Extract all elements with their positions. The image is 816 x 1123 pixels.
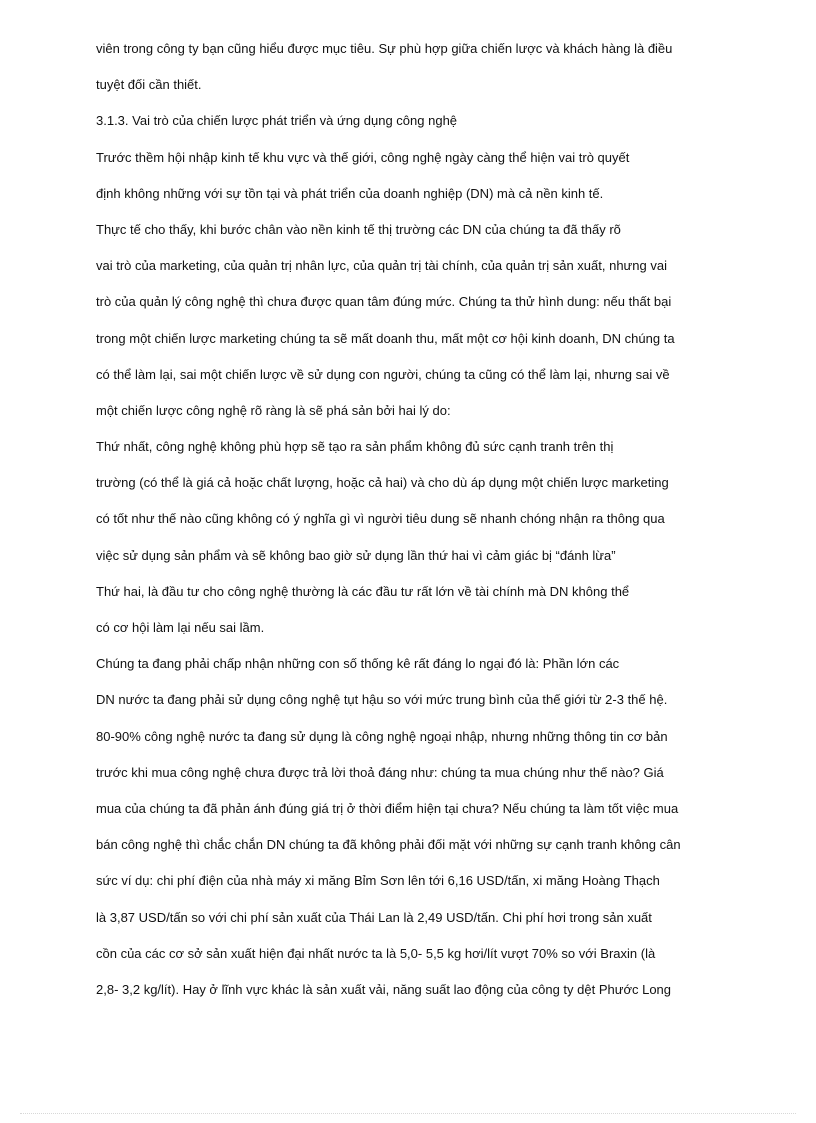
text-line: 2,8- 3,2 kg/lít). Hay ở lĩnh vực khác là sản xuất vải, năng suất lao động của công ty dệt Phước Long xyxy=(96,981,672,997)
text-line: Thứ nhất, công nghệ không phù hợp sẽ tạo ra sản phẩm không đủ sức cạnh tranh trên thị xyxy=(96,439,614,455)
text-line: tuyệt đối cần thiết. xyxy=(96,77,202,93)
page-bottom-divider xyxy=(20,1113,796,1114)
text-line: một chiến lược công nghệ rõ ràng là sẽ phá sản bởi hai lý do: xyxy=(96,402,451,418)
text-line: trong một chiến lược marketing chúng ta sẽ mất doanh thu, mất một cơ hội kinh doanh, DN chúng ta xyxy=(96,330,675,346)
section-heading: 3.1.3. Vai trò của chiến lược phát triển và ứng dụng công nghệ xyxy=(96,113,458,129)
text-line: cồn của các cơ sở sản xuất hiện đại nhất nước ta là 5,0- 5,5 kg hơi/lít vượt 70% so với Braxin (là xyxy=(96,945,656,961)
text-line: Chúng ta đang phải chấp nhận những con số thống kê rất đáng lo ngại đó là: Phần lớn các xyxy=(96,656,620,672)
text-line: trò của quản lý công nghệ thì chưa được quan tâm đúng mức. Chúng ta thử hình dung: nếu thất bại xyxy=(96,294,672,310)
text-line: Thực tế cho thấy, khi bước chân vào nền kinh tế thị trường các DN của chúng ta đã thấy rõ xyxy=(96,221,621,237)
text-line: việc sử dụng sản phẩm và sẽ không bao giờ sử dụng lần thứ hai vì cảm giác bị “đánh lừa” xyxy=(96,547,616,563)
document-body xyxy=(96,36,726,1013)
text-line: 80-90% công nghệ nước ta đang sử dụng là công nghệ ngoại nhập, nhưng những thông tin cơ bản xyxy=(96,728,668,744)
text-line: DN nước ta đang phải sử dụng công nghệ tụt hậu so với mức trung bình của thế giới từ 2-3 thế hệ. xyxy=(96,692,668,708)
text-line: viên trong công ty bạn cũng hiểu được mục tiêu. Sự phù hợp giữa chiến lược và khách hàng là điều xyxy=(96,41,673,56)
text-line: bán công nghệ thì chắc chắn DN chúng ta đã không phải đối mặt với những sự cạnh tranh không cân xyxy=(96,837,681,853)
text-line: Thứ hai, là đầu tư cho công nghệ thường là các đầu tư rất lớn về tài chính mà DN không thể xyxy=(96,583,630,599)
text-line: mua của chúng ta đã phản ánh đúng giá trị ở thời điểm hiện tại chưa? Nếu chúng ta làm tốt việc mua xyxy=(96,800,679,816)
text-line: có cơ hội làm lại nếu sai lầm. xyxy=(96,620,265,635)
text-line: trường (có thể là giá cả hoặc chất lượng, hoặc cả hai) và cho dù áp dụng một chiến lược marketing xyxy=(96,475,669,491)
text-line: có tốt như thế nào cũng không có ý nghĩa gì vì người tiêu dung sẽ nhanh chóng nhận ra thông qua xyxy=(96,511,665,527)
text-line: Trước thềm hội nhập kinh tế khu vực và thế giới, công nghệ ngày càng thể hiện vai trò quyết xyxy=(96,149,630,165)
text-line: sức ví dụ: chi phí điện của nhà máy xi măng Bỉm Sơn lên tới 6,16 USD/tấn, xi măng Hoàng Thạch xyxy=(96,873,660,889)
text-line: có thể làm lại, sai một chiến lược về sử dụng con người, chúng ta cũng có thể làm lại, nhưng sai về xyxy=(96,366,670,382)
text-line: định không những với sự tồn tại và phát triển của doanh nghiệp (DN) mà cả nền kinh tế. xyxy=(96,185,604,201)
text-line: trước khi mua công nghệ chưa được trả lời thoả đáng như: chúng ta mua chúng như thế nào? Giá xyxy=(96,764,664,780)
text-line: vai trò của marketing, của quản trị nhân lực, của quản trị tài chính, của quản trị sản xuất, nhưng vai xyxy=(96,258,667,274)
text-line: là 3,87 USD/tấn so với chi phí sản xuất của Thái Lan là 2,49 USD/tấn. Chi phí hơi trong sản xuất xyxy=(96,909,652,925)
